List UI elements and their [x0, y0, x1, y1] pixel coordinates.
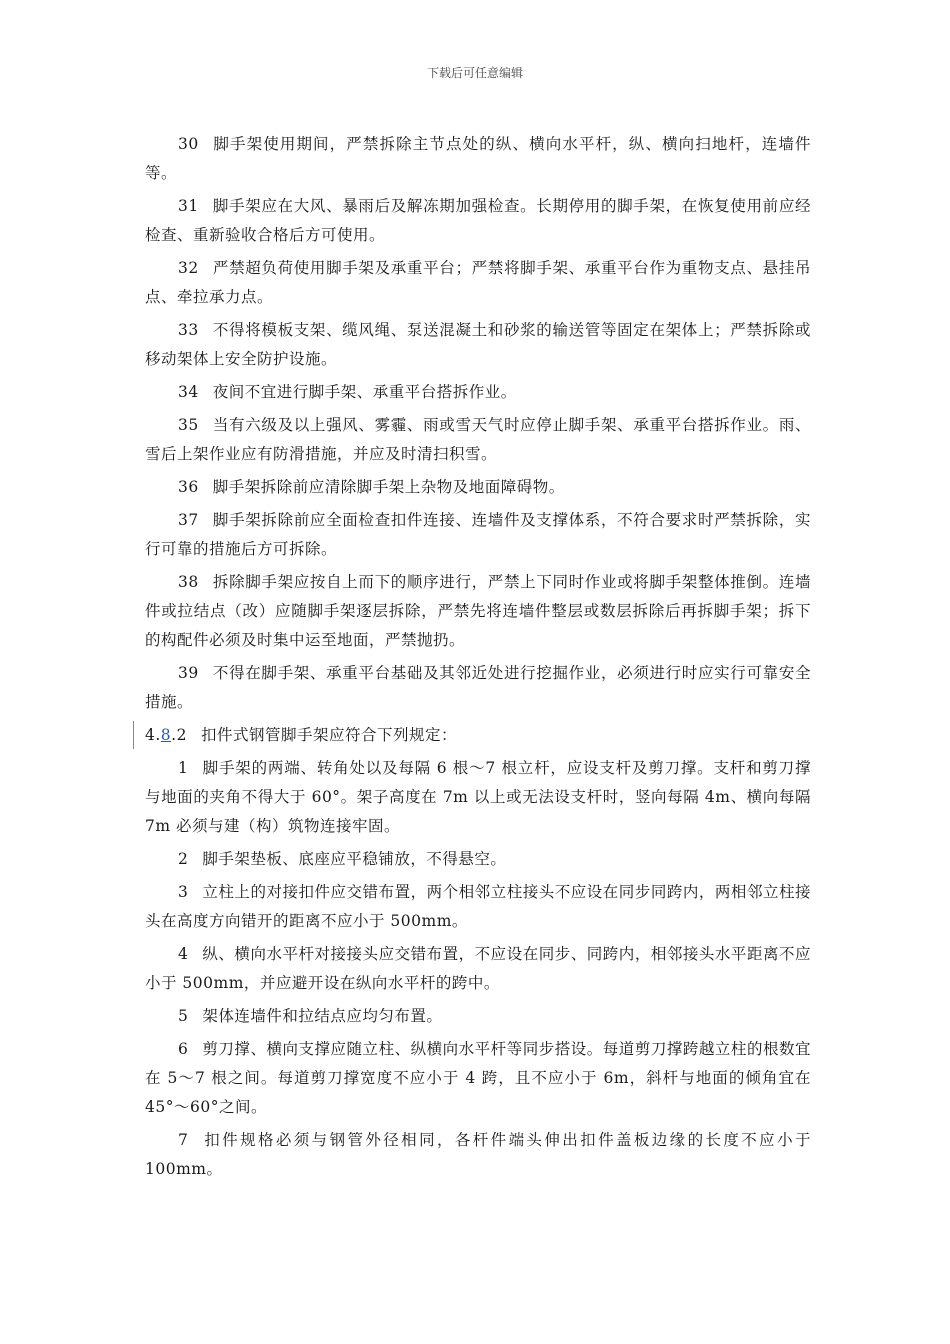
rule-text: 纵、横向水平杆对接接头应交错布置，不应设在同步、同跨内，相邻接头水平距离不应小于 500mm，并应避开设在纵向水平杆的跨中。 [145, 945, 811, 992]
clause-text: 脚手架拆除前应清除脚手架上杂物及地面障碍物。 [212, 478, 565, 496]
rule-text: 剪刀撑、横向支撑应随立柱、纵横向水平杆等同步搭设。每道剪刀撑跨越立柱的根数宜在 5～7 根之间。每道剪刀撑宽度不应小于 4 跨，且不应小于 6m，斜杆与地面的倾角宜在 45°～60°之间。 [145, 1040, 811, 1116]
clause-text: 不得在脚手架、承重平台基础及其邻近处进行挖掘作业，必须进行时应实行可靠安全措施。 [145, 664, 811, 711]
clause-37 [145, 506, 811, 564]
section-number-part-c: .2 [171, 726, 187, 744]
clause-number: 35 [178, 416, 199, 434]
clause-39 [145, 659, 811, 717]
clause-number: 33 [178, 321, 199, 339]
document-body [145, 130, 811, 1188]
clause-text: 夜间不宜进行脚手架、承重平台搭拆作业。 [212, 383, 517, 401]
clause-number: 31 [178, 197, 199, 215]
clause-33 [145, 316, 811, 374]
rule-7 [145, 1126, 811, 1184]
rule-number: 7 [178, 1131, 189, 1149]
page-header: 下载后可任意编辑 [426, 66, 523, 80]
rule-text: 架体连墙件和拉结点应均匀布置。 [202, 1007, 443, 1025]
rule-3 [145, 878, 811, 936]
clause-text: 脚手架使用期间，严禁拆除主节点处的纵、横向水平杆，纵、横向扫地杆，连墙件等。 [145, 135, 811, 182]
section-number-part-a: 4. [145, 726, 161, 744]
rule-number: 3 [178, 883, 189, 901]
clause-text: 当有六级及以上强风、雾霾、雨或雪天气时应停止脚手架、承重平台搭拆作业。雨、雪后上架作业应有防滑措施，并应及时清扫积雪。 [145, 416, 811, 463]
rule-4 [145, 940, 811, 998]
rule-2 [145, 845, 811, 874]
section-title: 扣件式钢管脚手架应符合下列规定： [200, 726, 457, 744]
clause-number: 36 [178, 478, 199, 496]
clause-32 [145, 254, 811, 312]
clause-text: 脚手架拆除前应全面检查扣件连接、连墙件及支撑体系，不符合要求时严禁拆除，实行可靠的措施后方可拆除。 [145, 511, 811, 558]
clause-38 [145, 568, 811, 655]
clause-text: 严禁超负荷使用脚手架及承重平台；严禁将脚手架、承重平台作为重物支点、悬挂吊点、牵拉承力点。 [145, 259, 811, 306]
clause-number: 39 [178, 664, 199, 682]
clause-31 [145, 192, 811, 250]
clause-number: 37 [178, 511, 199, 529]
rule-1 [145, 754, 811, 841]
rule-number: 5 [178, 1007, 189, 1025]
rule-5 [145, 1002, 811, 1031]
clause-number: 32 [178, 259, 199, 277]
clause-34 [145, 378, 811, 407]
section-number-part-b: 8 [160, 726, 172, 744]
clause-36 [145, 473, 811, 502]
rule-number: 4 [178, 945, 189, 963]
rule-number: 2 [178, 850, 189, 868]
clause-text: 脚手架应在大风、暴雨后及解冻期加强检查。长期停用的脚手架，在恢复使用前应经检查、重新验收合格后方可使用。 [145, 197, 811, 244]
clause-number: 30 [178, 135, 199, 153]
clause-number: 34 [178, 383, 199, 401]
rule-number: 1 [178, 759, 189, 777]
rule-text: 立柱上的对接扣件应交错布置，两个相邻立柱接头不应设在同步同跨内，两相邻立柱接头在高度方向错开的距离不应小于 500mm。 [145, 883, 811, 930]
clause-number: 38 [178, 573, 199, 591]
rule-text: 扣件规格必须与钢管外径相同，各杆件端头伸出扣件盖板边缘的长度不应小于 100mm。 [145, 1131, 811, 1178]
clause-35 [145, 411, 811, 469]
clause-text: 不得将模板支架、缆风绳、泵送混凝土和砂浆的输送管等固定在架体上；严禁拆除或移动架体上安全防护设施。 [145, 321, 811, 368]
rule-6 [145, 1035, 811, 1122]
clause-30 [145, 130, 811, 188]
rule-text: 脚手架垫板、底座应平稳铺放，不得悬空。 [202, 850, 507, 868]
clause-text: 拆除脚手架应按自上而下的顺序进行，严禁上下同时作业或将脚手架整体推倒。连墙件或拉结点（改）应随脚手架逐层拆除，严禁先将连墙件整层或数层拆除后再拆脚手架；拆下的构配件必须及时集中运至地面，严禁抛扔。 [145, 573, 811, 649]
rule-text: 脚手架的两端、转角处以及每隔 6 根～7 根立杆，应设支杆及剪刀撑。支杆和剪刀撑与地面的夹角不得大于 60°。架子高度在 7m 以上或无法设支杆时，竖向每隔 4m、横向每隔 7m 必须与建（构）筑物连接牢固。 [145, 759, 811, 835]
revision-bar [133, 721, 134, 749]
rule-number: 6 [178, 1040, 189, 1058]
section-heading [145, 721, 811, 750]
